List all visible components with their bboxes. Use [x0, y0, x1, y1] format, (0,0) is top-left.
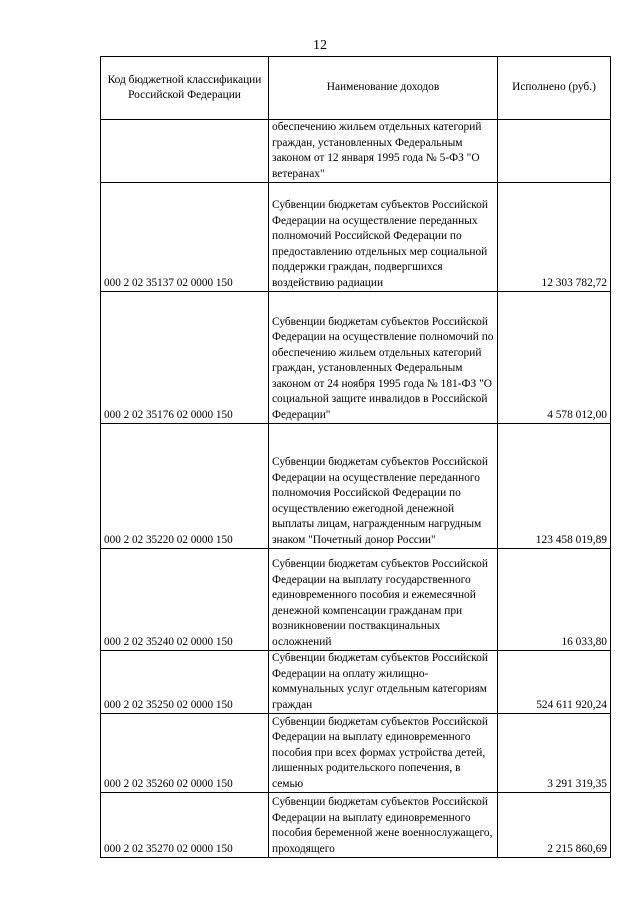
table-row — [101, 793, 611, 858]
row-code — [101, 120, 269, 183]
revenue-table — [100, 56, 611, 858]
table-row — [101, 651, 611, 714]
row-amount: 12 303 782,72 — [498, 183, 611, 292]
page-number: 12 — [313, 38, 327, 53]
table-row — [101, 183, 611, 292]
row-name: Субвенции бюджетам субъектов Российской Федерации на осуществление переданного полномочия Российской Федерации по осуществлению ежегодной денежной выплаты лицам, награжденным нагрудным знаком "Почетный донор России" — [269, 424, 498, 549]
row-amount: 4 578 012,00 — [498, 292, 611, 424]
header-name: Наименование доходов — [269, 57, 498, 120]
row-name: Субвенции бюджетам субъектов Российской Федерации на выплату государственного единовременного пособия и ежемесячной денежной компенсации гражданам при возникновении поствакцинальных осложнений — [269, 549, 498, 651]
row-code: 000 2 02 35176 02 0000 150 — [101, 292, 269, 424]
row-code: 000 2 02 35260 02 0000 150 — [101, 714, 269, 793]
header-amount: Исполнено (руб.) — [498, 57, 611, 120]
row-amount: 2 215 860,69 — [498, 793, 611, 858]
row-code: 000 2 02 35270 02 0000 150 — [101, 793, 269, 858]
row-name: Субвенции бюджетам субъектов Российской Федерации на выплату единовременного пособия при всех формах устройства детей, лишенных родительского попечения, в семью — [269, 714, 498, 793]
table-row — [101, 424, 611, 549]
row-code: 000 2 02 35240 02 0000 150 — [101, 549, 269, 651]
row-code: 000 2 02 35250 02 0000 150 — [101, 651, 269, 714]
row-name: Субвенции бюджетам субъектов Российской Федерации на осуществление полномочий по обеспечению жильем отдельных категорий граждан, установленных Федеральным законом от 24 ноября 1995 года № 181-ФЗ "О социальной защите инвалидов в Российской Федерации" — [269, 292, 498, 424]
row-name: обеспечению жильем отдельных категорий граждан, установленных Федеральным законом от 12 января 1995 года № 5-ФЗ "О ветеранах" — [269, 120, 498, 183]
table-row — [101, 549, 611, 651]
row-amount: 524 611 920,24 — [498, 651, 611, 714]
row-name: Субвенции бюджетам субъектов Российской Федерации на осуществление переданных полномочий Российской Федерации по предоставлению отдельных мер социальной поддержки граждан, подвергшихся воздействию радиации — [269, 183, 498, 292]
table-header-row — [101, 57, 611, 120]
row-code: 000 2 02 35137 02 0000 150 — [101, 183, 269, 292]
row-amount: 123 458 019,89 — [498, 424, 611, 549]
table-row — [101, 714, 611, 793]
table-row — [101, 292, 611, 424]
header-code: Код бюджетной классификации Российской Федерации — [101, 57, 269, 120]
row-code: 000 2 02 35220 02 0000 150 — [101, 424, 269, 549]
table-row — [101, 120, 611, 183]
row-amount — [498, 120, 611, 183]
row-amount: 3 291 319,35 — [498, 714, 611, 793]
row-name: Субвенции бюджетам субъектов Российской Федерации на оплату жилищно-коммунальных услуг отдельным категориям граждан — [269, 651, 498, 714]
row-name: Субвенции бюджетам субъектов Российской Федерации на выплату единовременного пособия беременной жене военнослужащего, проходящего — [269, 793, 498, 858]
row-amount: 16 033,80 — [498, 549, 611, 651]
